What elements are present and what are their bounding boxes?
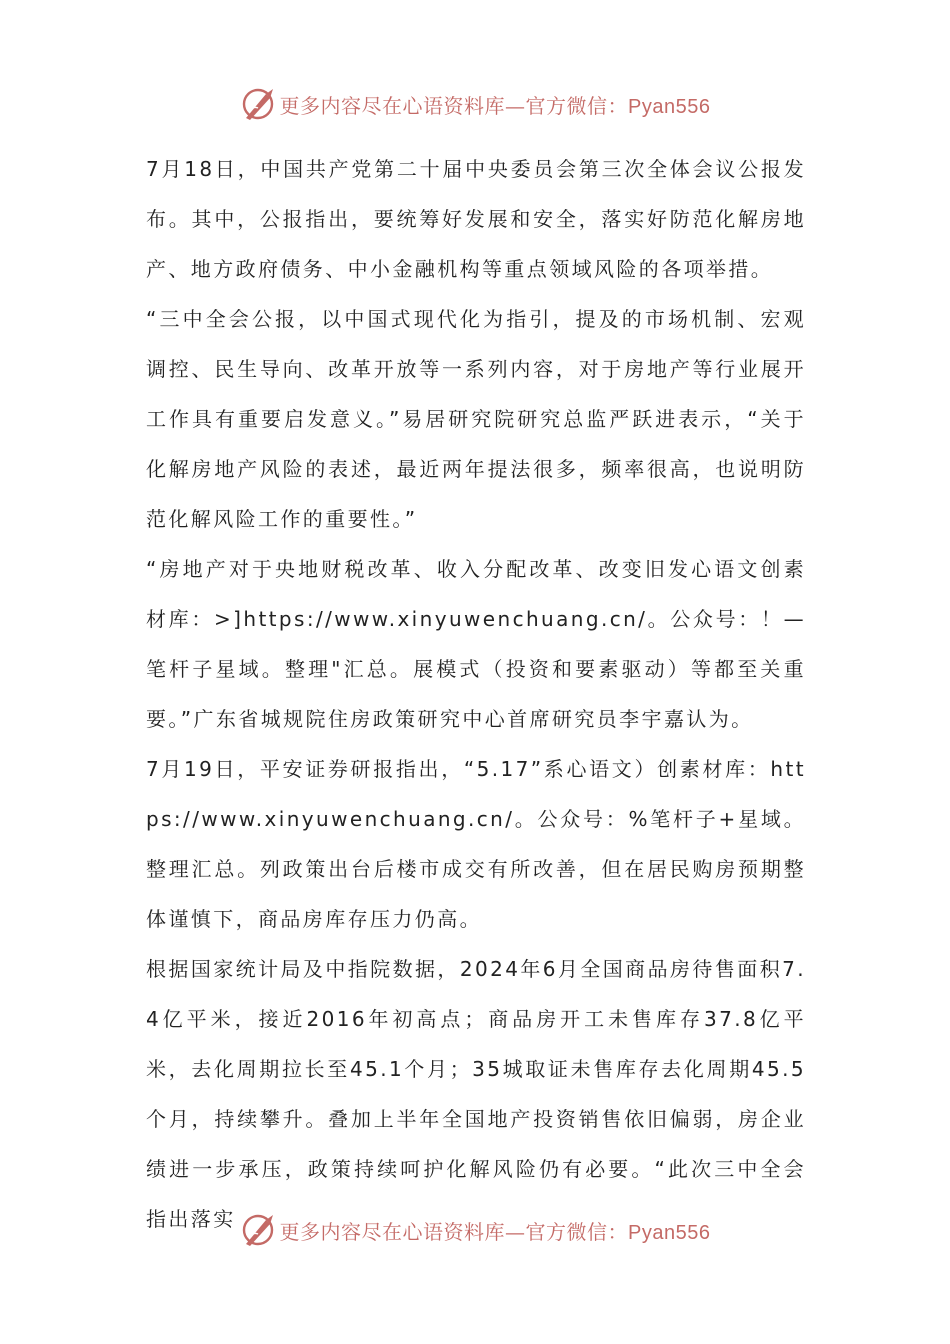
header-watermark — [0, 84, 950, 124]
watermark-slogan: 更多内容尽在心语资料库—官方微信： — [279, 93, 629, 118]
paragraph-4: 7月19日，平安证券研报指出，“5.17”系心语文）创素材库：https://www.xinyuwenchuang.cn/。公众号：%笔杆子+星域。整理汇总。列政策出台后楼市成交有所改善，但在居民购房预期整体谨慎下，商品房库存压力仍高。 — [146, 757, 806, 931]
paragraph-3: “房地产对于央地财税改革、收入分配改革、改变旧发心语文创素材库：>]https://www.xinyuwenchuang.cn/。公众号：！—笔杆子星域。整理"汇总。展模式（投资和要素驱动）等都至关重要。”广东省城规院住房政策研究中心首席研究员李宇嘉认为。 — [146, 557, 806, 731]
paragraph-2: “三中全会公报，以中国式现代化为指引，提及的市场机制、宏观调控、民生导向、改革开放等一系列内容，对于房地产等行业展开工作具有重要启发意义。”易居研究院研究总监严跃进表示，“关于化解房地产风险的表述，最近两年提法很多，频率很高，也说明防范化解风险工作的重要性。” — [146, 307, 806, 531]
quill-pen-logo-icon — [240, 86, 276, 122]
watermark-wechat-id: Pyan556 — [628, 95, 711, 118]
watermark-text — [280, 90, 711, 119]
quill-pen-logo-icon — [240, 1212, 276, 1248]
paragraph-5: 根据国家统计局及中指院数据，2024年6月全国商品房待售面积7.4亿平米，接近2016年初高点；商品房开工未售库存37.8亿平米，去化周期拉长至45.1个月；35城取证未售库存去化周期45.5个月，持续攀升。叠加上半年全国地产投资销售依旧偏弱，房企业绩进一步承压，政策持续呵护化解风险仍有必要。“此次三中全会指出落实 — [146, 957, 806, 1231]
footer-watermark — [0, 1210, 950, 1250]
watermark-text — [280, 1216, 711, 1245]
paragraph-1: 7月18日，中国共产党第二十届中央委员会第三次全体会议公报发布。其中，公报指出，要统筹好发展和安全，落实好防范化解房地产、地方政府债务、中小金融机构等重点领域风险的各项举措。 — [146, 157, 806, 281]
article-body — [146, 144, 806, 1244]
watermark-slogan: 更多内容尽在心语资料库—官方微信： — [279, 1219, 629, 1244]
watermark-wechat-id: Pyan556 — [628, 1221, 711, 1244]
